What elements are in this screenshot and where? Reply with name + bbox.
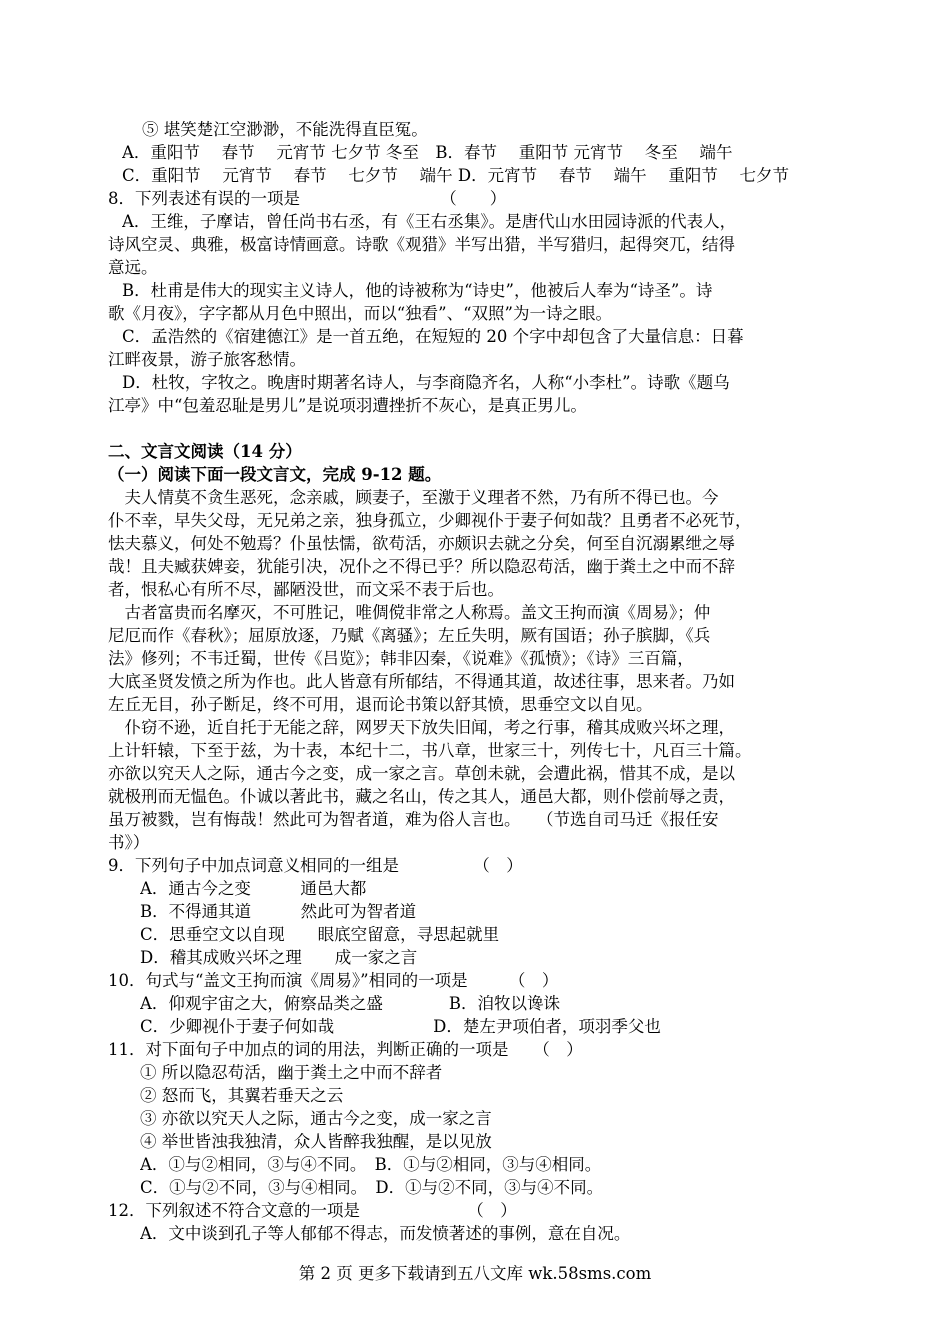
q10-options-cd: C．少卿视仆于妻子何如哉 D．楚左尹项伯者，项羽季父也 <box>140 1017 661 1036</box>
q7-options-ab: A．重阳节 春节 元宵节 七夕节 冬至 B．春节 重阳节 元宵节 冬至 端午 <box>122 143 733 162</box>
q10-options-ab: A．仰观宇宙之大，俯察品类之盛 B．洎牧以谗诛 <box>140 994 561 1013</box>
q11-options-ab: A．①与②相同，③与④不同。 B．①与②相同，③与④相同。 <box>140 1155 602 1174</box>
q9-option-a: A．通古今之变 通邑大都 <box>140 879 367 898</box>
q8-option-b-line1: B．杜甫是伟大的现实主义诗人，他的诗被称为“诗史”，他被后人奉为“诗圣”。诗 <box>122 281 713 300</box>
q7-item-5: ⑤ 堪笑楚江空渺渺，不能洗得直臣冤。 <box>142 120 428 139</box>
q8-option-a-line3: 意远。 <box>108 258 158 277</box>
passage-line: 上计轩辕，下至于兹，为十表，本纪十二，书八章，世家三十，列传七十，凡百三十篇。 <box>108 741 752 760</box>
passage-line: 夫人情莫不贪生恶死，念亲戚，顾妻子，至激于义理者不然，乃有所不得已也。今 <box>108 488 719 507</box>
subsection-title: （一）阅读下面一段文言文，完成 9-12 题。 <box>108 465 442 484</box>
q11-item-2: ② 怒而飞，其翼若垂天之云 <box>140 1086 344 1105</box>
q9-option-d: D．稽其成败兴坏之理 成一家之言 <box>140 948 418 967</box>
passage-line: 者，恨私心有所不尽，鄙陋没世，而文采不表于后也。 <box>108 580 504 599</box>
q9-option-b: B．不得通其道 然此可为智者道 <box>140 902 417 921</box>
passage-line: 仆不幸，早失父母，无兄弟之亲，独身孤立，少卿视仆于妻子何如哉？且勇者不必死节， <box>108 511 752 530</box>
passage-line: 法》修列；不韦迁蜀，世传《吕览》；韩非囚秦，《说难》《孤愤》；《诗》三百篇， <box>108 649 694 668</box>
passage-line: 书》） <box>108 833 150 852</box>
q12-option-a: A．文中谈到孔子等人郁郁不得志，而发愤著述的事例，意在自况。 <box>140 1224 631 1243</box>
passage-line: 虽万被戮，岂有悔哉！然此可为智者道，难为俗人言也。 （节选自司马迁《报任安 <box>108 810 719 829</box>
section-title: 二、文言文阅读（14 分） <box>108 442 302 461</box>
q8-option-a-line1: A．王维，子摩诘，曾任尚书右丞，有《王右丞集》。是唐代山水田园诗派的代表人， <box>122 212 737 231</box>
page-footer: 第 2 页 更多下载请到五八文库 wk.58sms.com <box>298 1264 652 1283</box>
q11-item-3: ③ 亦欲以究天人之际，通古今之变，成一家之言 <box>140 1109 492 1128</box>
q11-options-cd: C．①与②不同，③与④相同。 D．①与②不同，③与④不同。 <box>140 1178 604 1197</box>
q8-option-b-line2: 歌《月夜》，字字都从月色中照出，而以“独看”、“双照”为一诗之眼。 <box>108 304 612 323</box>
q8-option-c-line2: 江畔夜景，游子旅客愁情。 <box>108 350 306 369</box>
q11-item-1: ① 所以隐忍苟活，幽于粪土之中而不辞者 <box>140 1063 443 1082</box>
q8-option-d-line1: D．杜牧，字牧之。晚唐时期著名诗人，与李商隐齐名，人称“小李杜”。诗歌《题乌 <box>122 373 730 392</box>
q7-options-cd: C．重阳节 元宵节 春节 七夕节 端午 D．元宵节 春节 端午 重阳节 七夕节 <box>122 166 790 185</box>
passage-line: 古者富贵而名摩灭，不可胜记，唯倜傥非常之人称焉。盖文王拘而演《周易》；仲 <box>108 603 711 622</box>
passage-line: 亦欲以究天人之际，通古今之变，成一家之言。草创未就，会遭此祸，惜其不成，是以 <box>108 764 735 783</box>
passage-line: 怯夫慕义，何处不勉焉？仆虽怯懦，欲苟活，亦颇识去就之分矣，何至自沉溺累绁之辱 <box>108 534 735 553</box>
passage-line: 大底圣贤发愤之所为作也。此人皆意有所郁结，不得通其道，故述往事，思来者。乃如 <box>108 672 735 691</box>
q8-option-a-line2: 诗风空灵、典雅，极富诗情画意。诗歌《观猎》半写出猎，半写猎归，起得突兀，结得 <box>108 235 735 254</box>
passage-line: 左丘无目，孙子断足，终不可用，退而论书策以舒其愤，思垂空文以自见。 <box>108 695 653 714</box>
q9-stem: 9．下列句子中加点词意义相同的一组是 （ ） <box>108 856 523 875</box>
q8-option-c-line1: C．孟浩然的《宿建德江》是一首五绝，在短短的 20 个字中却包含了大量信息：日暮 <box>122 327 744 346</box>
q10-stem: 10．句式与“盖文王拘而演《周易》”相同的一项是 （ ） <box>108 971 559 990</box>
passage-line: 仆窃不逊，近自托于无能之辞，网罗天下放失旧闻，考之行事，稽其成败兴坏之理， <box>108 718 735 737</box>
passage-line: 哉！且夫臧获婢妾，犹能引决，况仆之不得已乎？所以隐忍苟活，幽于粪土之中而不辞 <box>108 557 735 576</box>
q9-option-c: C．思垂空文以自现 眼底空留意，寻思起就里 <box>140 925 500 944</box>
passage-line: 就极刑而无愠色。仆诚以著此书，藏之名山，传之其人，通邑大都，则仆偿前辱之责， <box>108 787 735 806</box>
q8-option-d-line2: 江亭》中“包羞忍耻是男儿”是说项羽遭挫折不灰心，是真正男儿。 <box>108 396 587 415</box>
passage-line: 尼厄而作《春秋》；屈原放逐，乃赋《离骚》；左丘失明，厥有国语；孙子膑脚，《兵 <box>108 626 711 645</box>
q12-stem: 12．下列叙述不符合文意的一项是 （ ） <box>108 1201 517 1220</box>
q11-stem: 11．对下面句子中加点的词的用法，判断正确的一项是 （ ） <box>108 1040 583 1059</box>
q11-item-4: ④ 举世皆浊我独清，众人皆醉我独醒，是以见放 <box>140 1132 492 1151</box>
q8-stem: 8．下列表述有误的一项是 （ ） <box>108 189 507 208</box>
